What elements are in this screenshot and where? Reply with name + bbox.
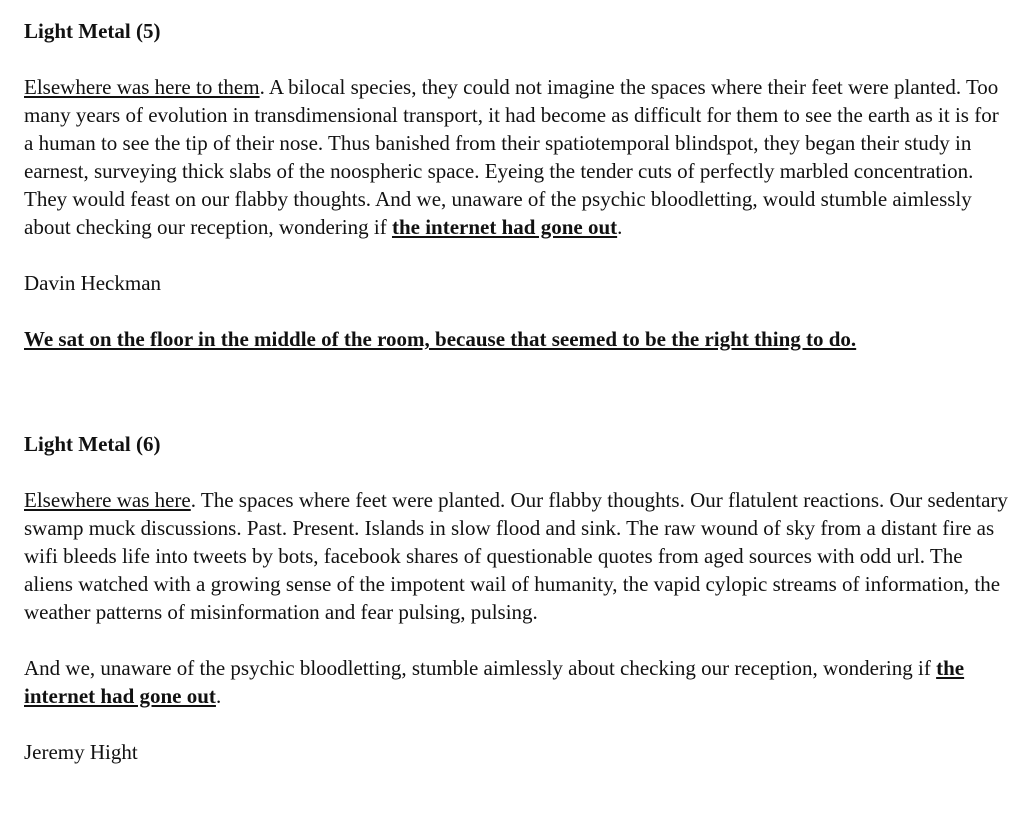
spacer [24,626,1009,654]
floor-statement [24,325,1009,353]
section2-paragraph-2-text: And we, unaware of the psychic bloodletting, stumble aimlessly about checking our reception, wondering if [24,656,937,680]
section1-paragraph [24,73,1009,241]
internet-gone-out-link-2[interactable]: the internet had gone out [24,656,965,708]
section-spacer [24,353,1009,430]
section2-paragraph [24,486,1009,626]
section-heading-light-metal-5: Light Metal (5) [24,19,161,43]
author-jeremy-hight: Jeremy Hight [24,740,138,764]
spacer [24,710,1009,738]
section2-paragraph-2 [24,654,1009,710]
author-davin-heckman: Davin Heckman [24,271,162,295]
internet-gone-out-link[interactable]: the internet had gone out [391,215,618,239]
spacer [24,241,1009,269]
spacer [24,458,1009,486]
spacer [24,45,1009,73]
section1-paragraph-text: . A bilocal species, they could not imagine the spaces where their feet were planted. Too many years of evolution in transdimensional transport, it had become as difficult for them to see the earth as it is for a human to see the tip of their nose. Thus banished from their spatiotemporal blindspot, they began their study in earnest, surveying thick slabs of the noospheric space. Eyeing the tender cuts of perfectly marbled concentration. They would feast on our flabby thoughts. And we, unaware of the psychic bloodletting, would stumble aimlessly about checking our reception, wondering if [24,75,999,239]
document-page [24,17,1009,766]
section-heading-light-metal-6: Light Metal (6) [24,432,161,456]
sat-on-floor-link[interactable]: We sat on the floor in the middle of the room, because that seemed to be the right thing to do. [24,327,857,351]
elsewhere-link[interactable]: Elsewhere was here to them [24,75,260,99]
period: . [617,215,623,239]
spacer [24,297,1009,325]
section2-paragraph-text: . The spaces where feet were planted. Our flabby thoughts. Our flatulent reactions. Our sedentary swamp muck discussions. Past. Present. Islands in slow flood and sink. The raw wound of sky from a distant fire as wifi bleeds life into tweets by bots, facebook shares of questionable quotes from aged sources with odd url. The aliens watched with a growing sense of the impotent wail of humanity, the vapid cylopic streams of information, the weather patterns of misinformation and fear pulsing, pulsing. [24,488,1008,624]
elsewhere-was-here-link[interactable]: Elsewhere was here [24,488,191,512]
period: . [215,684,222,708]
